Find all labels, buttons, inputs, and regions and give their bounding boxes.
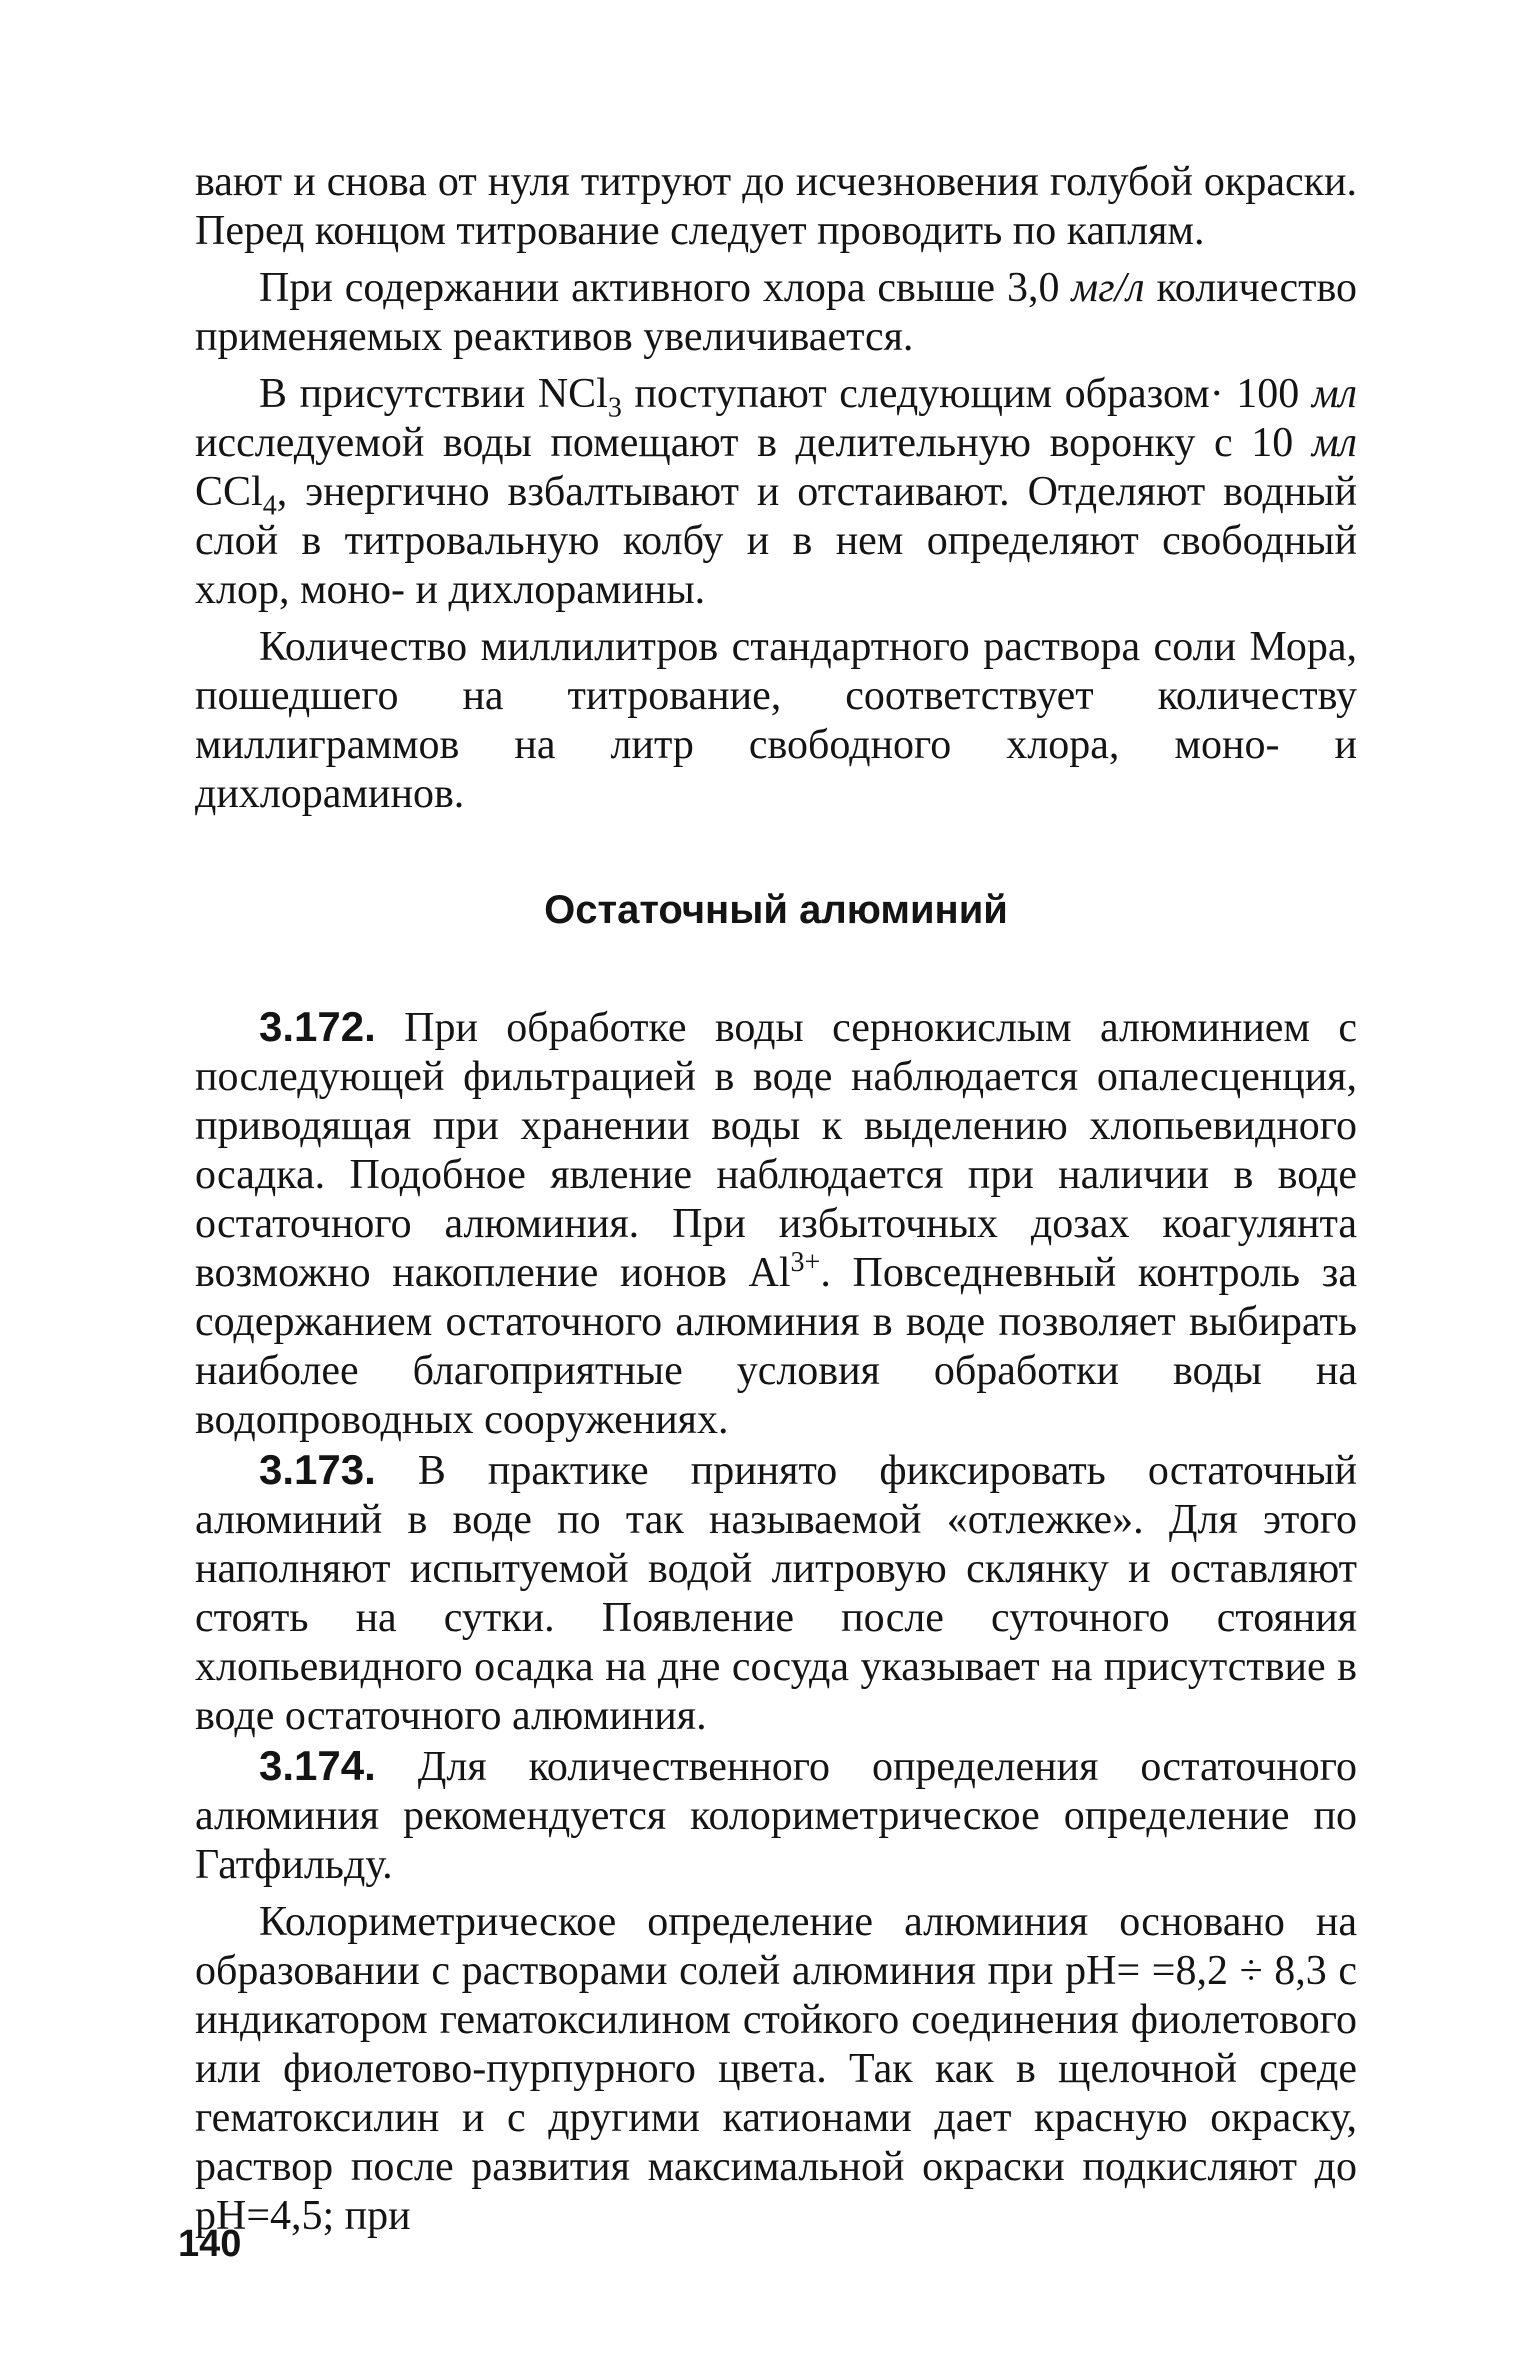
unit-mg-per-l: мг/л (1071, 265, 1145, 311)
paragraph-continuation: вают и снова от нуля титруют до исчезновения голубой окраски. Перед концом титрование следует проводить по каплям. (195, 159, 1357, 254)
text-run: поступают следующим образом· 100 (621, 371, 1312, 417)
paragraph-active-chlorine (195, 264, 1357, 362)
paragraph-3-173 (195, 1445, 1357, 1741)
text-run: В присутствии NCl (259, 371, 608, 417)
paragraph-colorimetric: Колориметрическое определение алюминия основано на образовании с растворами солей алюминия при pH= =8,2 ÷ 8,3 с индикатором гематоксилином стойкого соединения фиолетового или фиолетово-пурпурного цвета. Так как в щелочной среде гематоксилин и с другими катионами дает красную окраску, раствор после развития максимальной окраски подкисляют до pH=4,5; при (195, 1899, 1357, 2239)
superscript: 3+ (790, 1247, 821, 1278)
paragraph-number: 3.173. (259, 1446, 376, 1493)
paragraph-number: 3.174. (259, 1742, 376, 1789)
text-run: , энергично взбалтывают и отстаивают. Отделяют водный слой в титровальную колбу и в нем определяют свободный хлор, моно- и дихлорамины. (195, 469, 1357, 613)
paragraph-3-172 (195, 1002, 1357, 1445)
text-run: Для количественного определения остаточного алюминия рекомендуется колориметрическое определение по Гатфильду. (195, 1744, 1357, 1888)
text-run: CCl (195, 469, 263, 515)
subscript: 3 (607, 392, 622, 424)
text-run: . Повседневный контроль за содержанием остаточного алюминия в воде позволяет выбирать наиболее благоприятные условия обработки воды на водопроводных сооружениях. (195, 1250, 1357, 1443)
subscript: 4 (262, 490, 277, 522)
text-run: В практике принято фиксировать остаточный алюминий в воде по так называемой «отлежке». Для этого наполняют испытуемой водой литровую склянку и оставляют стоять на сутки. Появление после суточного стояния хлопьевидного осадка на дне сосуда указывает на присутствие в воде остаточного алюминия. (195, 1448, 1357, 1739)
paragraph-number: 3.172. (259, 1003, 376, 1050)
section-heading: Остаточный алюминий (544, 888, 1008, 932)
unit-ml: мл (1311, 420, 1357, 466)
unit-ml: мл (1311, 371, 1357, 417)
paragraph-mohr-salt: Количество миллилитров стандартного раствора соли Мора, пошедшего на титрование, соответствует количеству миллиграммов на литр свободного хлора, моно- и дихлораминов. (195, 624, 1357, 817)
text-block-bottom (195, 1002, 1357, 2241)
text-run: При обработке воды сернокислым алюминием с последующей фильтрацией в воде наблюдается опалесценция, приводящая при хранении воды к выделению хлопьевидного осадка. Подобное явление наблюдается при наличии в воде остаточного алюминия. При избыточных дозах коагулянта возможно накопление ионов Al (195, 1005, 1357, 1296)
paragraph-ncl3-procedure (195, 370, 1357, 615)
text-block-top (195, 158, 1357, 819)
text-run: количество применяемых реактивов увеличивается. (195, 265, 1357, 360)
paragraph-3-174 (195, 1741, 1357, 1890)
text-run: При содержании активного хлора свыше 3,0 (259, 265, 1072, 311)
text-run: исследуемой воды помещают в делительную воронку с 10 (195, 420, 1312, 466)
page-number: 140 (178, 2223, 242, 2265)
